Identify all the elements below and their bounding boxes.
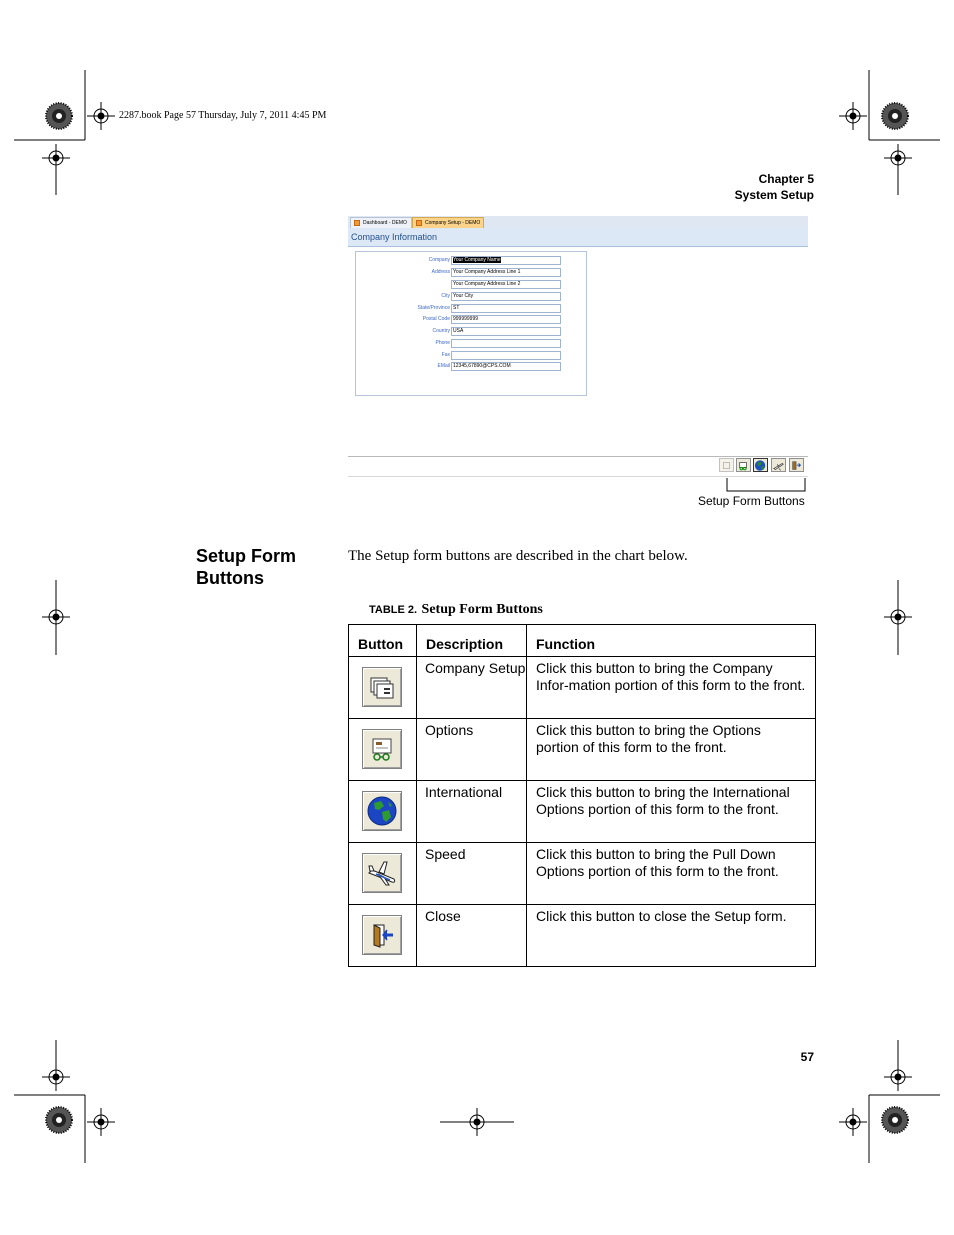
section-heading: Setup Form Buttons (196, 546, 297, 588)
country-field[interactable]: USA (451, 327, 561, 336)
print-slug: 2287.book Page 57 Thursday, July 7, 2011 4:45 PM (119, 110, 327, 121)
chapter-label: Chapter 5 (758, 172, 814, 186)
table-row (349, 905, 816, 967)
speed-button[interactable] (362, 853, 402, 893)
running-header (735, 171, 814, 203)
company-setup-icon (720, 460, 733, 472)
description-cell: Options (417, 719, 527, 781)
email-field[interactable]: 12345,67890@CPS.COM (451, 362, 561, 371)
header-button: Button (349, 625, 417, 657)
options-icon (737, 460, 750, 472)
company-field[interactable]: Your Company Name (451, 256, 561, 265)
field-label: Phone (435, 340, 450, 346)
description-cell: Close (417, 905, 527, 967)
tab-dashboard[interactable]: Dashboard - DEMO (350, 217, 412, 228)
close-toolbar-button[interactable] (789, 458, 804, 472)
divider (348, 456, 808, 457)
field-label: Fax (441, 352, 450, 358)
close-door-icon (366, 919, 398, 951)
options-icon (366, 733, 398, 765)
table-row (349, 657, 816, 719)
tab-company-setup[interactable]: Company Setup - DEMO (412, 217, 484, 228)
button-cell (349, 781, 417, 843)
city-field[interactable]: Your City (451, 292, 561, 301)
state-field[interactable]: ST (451, 304, 561, 313)
field-row-address (356, 268, 586, 278)
company-setup-icon (366, 671, 398, 703)
table-caption-title: Setup Form Buttons (421, 602, 543, 617)
company-setup-screenshot (348, 216, 808, 476)
address-line2-field[interactable]: Your Company Address Line 2 (451, 280, 561, 289)
company-info-form (355, 251, 587, 396)
table-row (349, 719, 816, 781)
callout-label: Setup Form Buttons (698, 494, 805, 508)
company-setup-button[interactable] (362, 667, 402, 707)
international-globe-icon (366, 795, 398, 827)
form-icon (354, 220, 360, 226)
field-row-email (356, 362, 586, 372)
header-description: Description (417, 625, 527, 657)
field-row-phone (356, 339, 586, 349)
field-label: City (441, 293, 450, 299)
international-toolbar-button[interactable] (753, 458, 768, 472)
field-row-country (356, 327, 586, 337)
description-cell: Speed (417, 843, 527, 905)
function-cell: Click this button to bring the Company Infor-mation portion of this form to the front. (527, 657, 816, 719)
close-button[interactable] (362, 915, 402, 955)
function-cell: Click this button to bring the International Options portion of this form to the front. (527, 781, 816, 843)
button-cell (349, 905, 417, 967)
button-cell (349, 843, 417, 905)
function-cell: Click this button to bring the Options portion of this form to the front. (527, 719, 816, 781)
close-door-icon (790, 460, 803, 472)
table-header-row (349, 625, 816, 657)
international-button[interactable] (362, 791, 402, 831)
callout-bracket (720, 476, 810, 496)
options-toolbar-button[interactable] (736, 458, 751, 472)
field-label: Address (431, 269, 450, 275)
section-label: System Setup (734, 188, 814, 202)
table-row (349, 781, 816, 843)
field-row-postal (356, 315, 586, 325)
form-icon (416, 220, 422, 226)
field-label: Postal Code (422, 316, 450, 322)
button-cell (349, 657, 417, 719)
description-cell: International (417, 781, 527, 843)
field-row-address2 (356, 280, 586, 290)
table-row (349, 843, 816, 905)
button-cell (349, 719, 417, 781)
function-cell: Click this button to bring the Pull Down Options portion of this form to the front. (527, 843, 816, 905)
field-row-fax (356, 351, 586, 361)
setup-buttons-table (348, 624, 816, 967)
table-caption-label: TABLE 2. (369, 604, 418, 616)
page-number: 57 (800, 1050, 814, 1064)
postal-code-field[interactable]: 999999999 (451, 315, 561, 324)
field-label: State/Province (417, 305, 450, 311)
document-tab-bar (348, 216, 808, 228)
field-row-state (356, 304, 586, 314)
phone-field[interactable] (451, 339, 561, 348)
speed-plane-icon (366, 857, 398, 889)
options-button[interactable] (362, 729, 402, 769)
field-row-company (356, 256, 586, 266)
company-setup-toolbar-button[interactable] (719, 458, 734, 472)
field-label: EMail (437, 363, 450, 369)
form-section-title: Company Information (348, 228, 808, 247)
function-cell: Click this button to close the Setup form. (527, 905, 816, 967)
speed-toolbar-button[interactable] (771, 458, 786, 472)
field-label: Company (428, 257, 450, 263)
intro-paragraph: The Setup form buttons are described in the chart below. (348, 548, 688, 564)
table-caption (369, 600, 543, 618)
international-globe-icon (754, 460, 767, 472)
description-cell: Company Setup (417, 657, 527, 719)
fax-field[interactable] (451, 351, 561, 360)
header-function: Function (527, 625, 816, 657)
address-line1-field[interactable]: Your Company Address Line 1 (451, 268, 561, 277)
field-row-city (356, 292, 586, 302)
field-label: Country (432, 328, 450, 334)
speed-plane-icon (772, 460, 785, 472)
